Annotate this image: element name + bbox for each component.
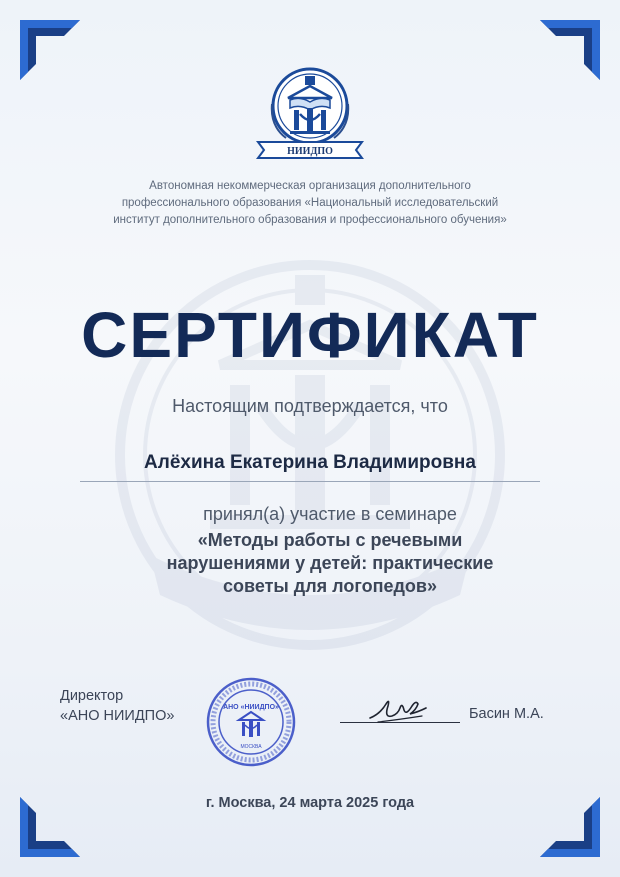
- stamp-center-text: АНО «НИИДПО»: [223, 704, 279, 711]
- confirmation-text: Настоящим подтверждается, что: [172, 396, 448, 416]
- director-position: [60, 686, 210, 726]
- corner-decoration-top-right: [540, 20, 600, 80]
- organization-line: институт дополнительного образования и профессионального обучения»: [113, 214, 507, 226]
- organization-name: [60, 178, 560, 229]
- place-and-date: г. Москва, 24 марта 2025 года: [205, 795, 415, 811]
- organization-line: Автономная некоммерческая организация дополнительного: [149, 180, 471, 192]
- signer-name: Басин М.А.: [469, 706, 544, 722]
- official-stamp: [205, 676, 297, 768]
- participation-text: принял(а) участие в семинаре: [203, 504, 457, 524]
- name-underline: [80, 481, 540, 482]
- director-organization: «АНО НИИДПО»: [60, 708, 175, 724]
- handwritten-signature: [366, 694, 430, 726]
- organization-line: профессионального образования «Национальный исследовательский: [121, 197, 499, 209]
- logo-caption: НИИДПО: [287, 146, 333, 157]
- certificate-title: СЕРТИФИКАТ: [81, 299, 539, 371]
- recipient-name: Алёхина Екатерина Владимировна: [144, 452, 476, 473]
- stamp-city-text: МОСКВА: [240, 744, 262, 750]
- institute-logo: [252, 64, 368, 164]
- seminar-title: «Методы работы с речевыми нарушениями у детей: практические советы для логопедов»: [166, 530, 494, 596]
- corner-decoration-top-left: [20, 20, 80, 80]
- director-title: Директор: [60, 688, 124, 704]
